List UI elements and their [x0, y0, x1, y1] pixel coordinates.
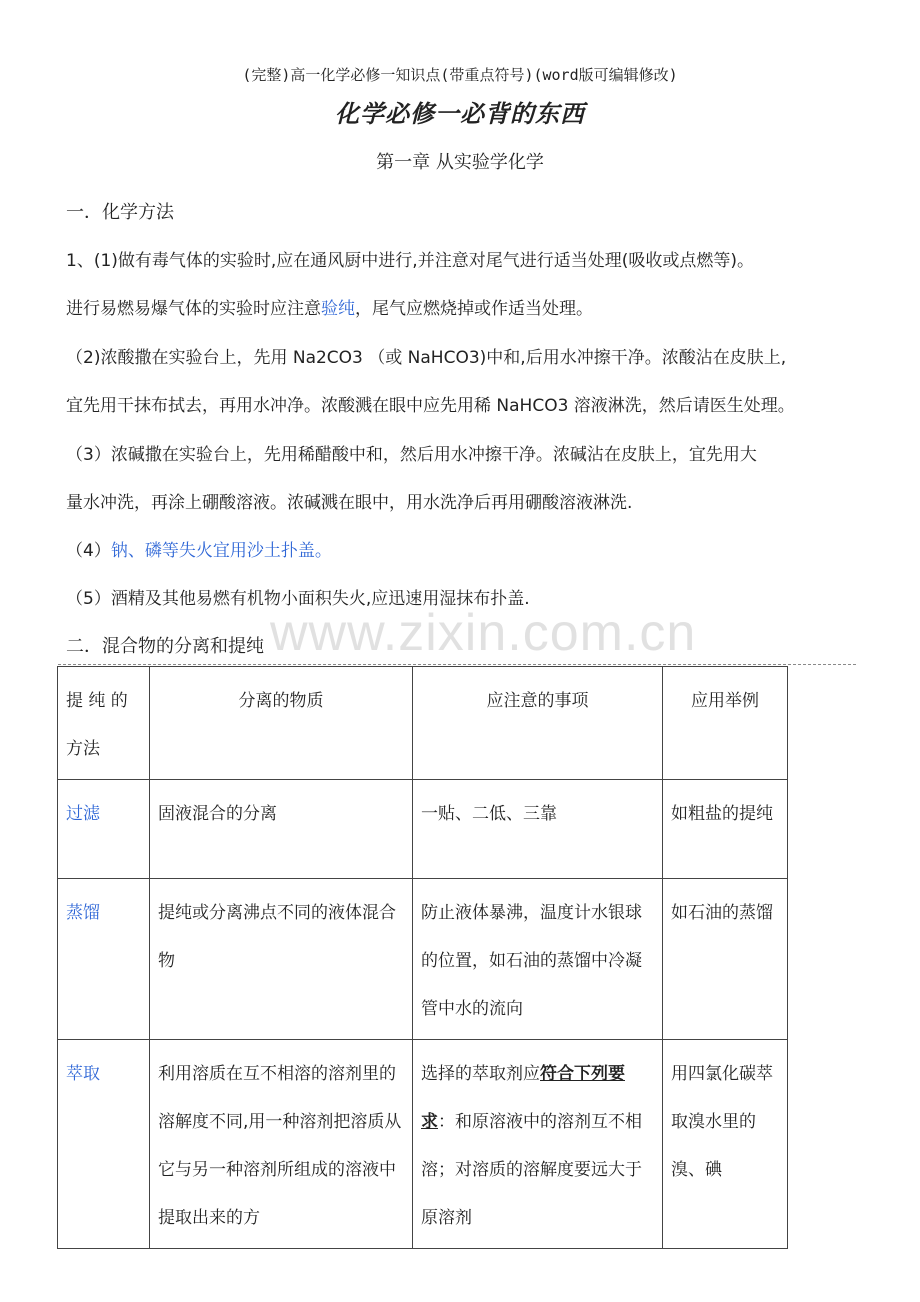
section-heading-separation: 二．混合物的分离和提纯 [66, 636, 264, 657]
emphasis-text: 符合下列要求 [421, 1064, 625, 1132]
header-cell-notes: 应注意的事项 [413, 667, 663, 780]
line-text: 宜先用干抹布拭去，再用水冲净。浓酸溅在眼中应先用稀 NaHCO3 溶液淋洗，然后请医生处理。 [66, 396, 795, 416]
line-text: （4） [66, 541, 111, 561]
watermark: www.zixin.com.cn [270, 604, 697, 662]
line-text: （3）浓碱撒在实验台上，先用稀醋酸中和，然后用水冲擦干净。浓碱沾在皮肤上，宜先用大 [66, 445, 757, 465]
table-row [58, 879, 788, 1040]
line-text: ，尾气应燃烧掉或作适当处理。 [355, 299, 593, 319]
method-cell: 蒸馏 [58, 879, 150, 1040]
section-heading-methods: 一．化学方法 [66, 202, 174, 223]
notes-cell: 一贴、二低、三靠 [413, 780, 663, 879]
header-cell-method: 提 纯 的方法 [58, 667, 150, 780]
notes-text: ：和原溶液中的溶剂互不相溶；对溶质的溶解度要远大于原溶剂 [421, 1112, 642, 1228]
text-line [66, 536, 332, 561]
notes-text: 选择的萃取剂应 [421, 1064, 540, 1084]
substance-cell: 提纯或分离沸点不同的液体混合物 [150, 879, 413, 1040]
notes-cell [413, 1040, 663, 1249]
highlight-text: 验纯 [321, 299, 355, 319]
text-line [66, 294, 593, 319]
table-row [58, 1040, 788, 1249]
text-line [66, 343, 786, 368]
line-text: 1、(1)做有毒气体的实验时,应在通风厨中进行,并注意对尾气进行适当处理(吸收或点燃等)。 [66, 251, 754, 271]
substance-cell: 利用溶质在互不相溶的溶剂里的溶解度不同,用一种溶剂把溶质从它与另一种溶剂所组成的溶液中提取出来的方 [150, 1040, 413, 1249]
dashed-divider [58, 664, 856, 665]
text-line [66, 246, 754, 271]
example-cell: 用四氯化碳萃取溴水里的溴、碘 [663, 1040, 788, 1249]
table-header-row [58, 667, 788, 780]
line-text: 进行易燃易爆气体的实验时应注意 [66, 299, 321, 319]
method-cell: 萃取 [58, 1040, 150, 1249]
table-row [58, 780, 788, 879]
text-line [66, 440, 757, 465]
document-header: (完整)高一化学必修一知识点(带重点符号)(word版可编辑修改) [242, 66, 678, 84]
method-cell: 过滤 [58, 780, 150, 879]
text-line [66, 391, 795, 416]
header-cell-substance: 分离的物质 [150, 667, 413, 780]
page-title: 化学必修一必背的东西 [335, 100, 585, 128]
substance-cell: 固液混合的分离 [150, 780, 413, 879]
example-cell: 如粗盐的提纯 [663, 780, 788, 879]
highlight-text: 钠、磷等失火宜用沙土扑盖。 [110, 541, 332, 561]
text-line [66, 488, 632, 513]
line-text: 量水冲洗，再涂上硼酸溶液。浓碱溅在眼中，用水洗净后再用硼酸溶液淋洗. [66, 493, 633, 513]
header-cell-example: 应用举例 [663, 667, 788, 780]
line-text: （2)浓酸撒在实验台上，先用 Na2CO3 （或 NaHCO3)中和,后用水冲擦干净。浓酸沾在皮肤上, [66, 348, 787, 368]
separation-methods-table [57, 666, 788, 1249]
line-text: （5）酒精及其他易燃有机物小面积失火,应迅速用湿抹布扑盖. [66, 589, 530, 609]
example-cell: 如石油的蒸馏 [663, 879, 788, 1040]
notes-cell: 防止液体暴沸，温度计水银球的位置，如石油的蒸馏中冷凝管中水的流向 [413, 879, 663, 1040]
chapter-heading: 第一章 从实验学化学 [376, 152, 544, 173]
